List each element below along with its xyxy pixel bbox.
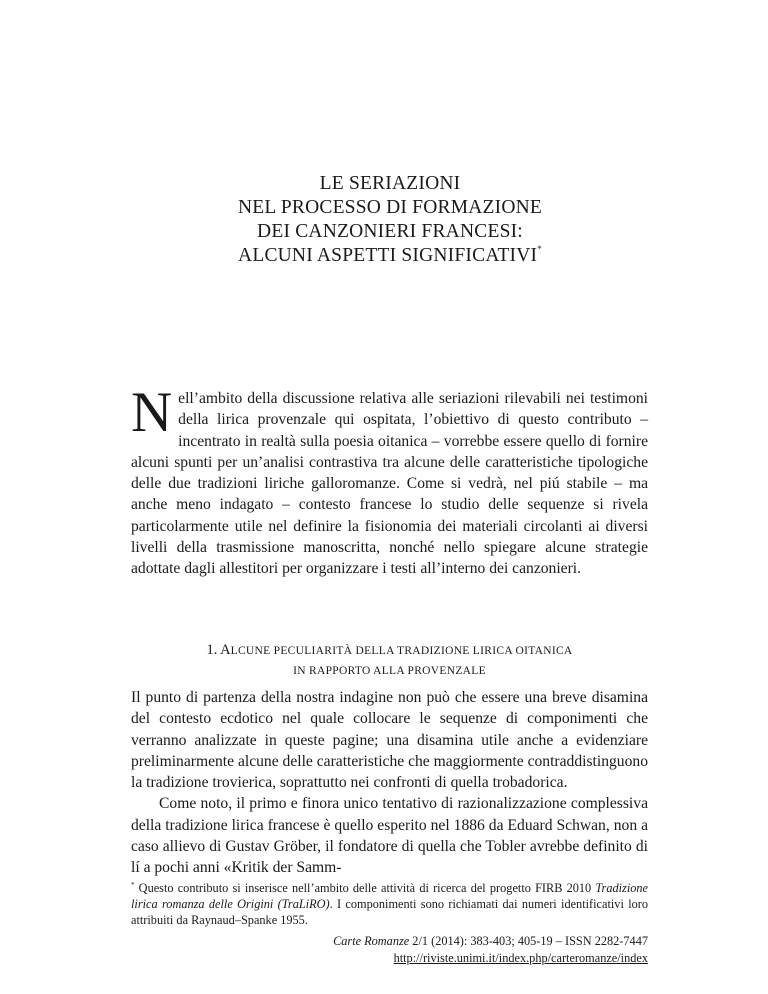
footnote-mark: * bbox=[131, 881, 135, 889]
title-line-4 bbox=[150, 244, 630, 268]
intro-paragraph bbox=[131, 381, 648, 580]
footnote-text-before: Questo contributo si inserisce nell’ambito delle attività di ricerca del progetto FIRB 2010 bbox=[134, 881, 596, 895]
footnote-text-after: . I componimenti sono richiamati dai numeri identificativi loro attribuiti da Raynaud–Spanke 1955. bbox=[131, 897, 648, 927]
footnote bbox=[131, 880, 648, 928]
citation-details: 2/1 (2014): 383-403; 405-19 – ISSN 2282-7447 bbox=[409, 934, 648, 948]
paragraph-2: Come noto, il primo e finora unico tentativo di razionalizzazione complessiva della tradizione lirica francese è quello esperito nel 1886 da Eduard Schwan, non a caso allievo di Gustav Gröber, il fondatore di quella che Tobler avrebbe definito di lí a pochi anni «Kritik der Samm- bbox=[131, 795, 648, 877]
title-line-4-text: ALCUNI ASPETTI SIGNIFICATIVI bbox=[238, 245, 538, 266]
drop-cap: N bbox=[131, 381, 173, 444]
section-heading-rest: LCUNE PECULIARITÀ DELLA TRADIZIONE LIRICA OITANICA bbox=[230, 645, 573, 657]
title-line-2: NEL PROCESSO DI FORMAZIONE bbox=[237, 197, 543, 218]
intro-text: ell’ambito della discussione relativa alle seriazioni rilevabili nei testimoni della lirica provenzale qui ospitata, l’obiettivo di questo contributo – incentrato in realtà sulla poesia oitanica – vorrebbe essere quello di fornire alcuni spunti per un’analisi contrastiva tra alcune delle caratteristiche tipologiche delle due tradizioni liriche galloromanze. Come si vedrà, nel piú stabile – ma anche meno indagato – contesto francese lo studio delle sequenze si rivela particolarmente utile nel definire la fisionomia dei materiali circolanti ai diversi livelli della trasmissione manoscritta, nonché nello spiegare alcune strategie adottate dagli allestitori per organizzare i testi all’interno dei canzonieri. bbox=[131, 390, 648, 578]
section-heading-line-2: IN RAPPORTO ALLA PROVENZALE bbox=[293, 665, 486, 677]
paragraph-1: Il punto di partenza della nostra indagine non può che essere una breve disamina del contesto ecdotico nel quale collocare le sequenze di componimenti che verranno analizzate in queste pagine; una disamina utile anche a evidenziare preliminarmente alcune delle caratteristiche che maggiormente contraddistinguono la tradizione trovierica, soprattutto nei confronti di quella trobadorica. bbox=[131, 689, 648, 792]
article-title bbox=[150, 172, 630, 268]
body-paragraphs bbox=[131, 687, 648, 879]
journal-name: Carte Romanze bbox=[333, 934, 410, 948]
footnote-project-title: Tradizione lirica romanza delle Origini (TraLiRO) bbox=[131, 881, 648, 911]
section-heading bbox=[131, 640, 648, 681]
journal-url-link[interactable]: http://riviste.unimi.it/index.php/carteromanze/index bbox=[393, 951, 648, 965]
title-line-1: LE SERIAZIONI bbox=[319, 173, 461, 194]
title-footnote-mark: * bbox=[537, 244, 542, 254]
section-number: 1. A bbox=[206, 642, 231, 658]
citation-line bbox=[333, 933, 648, 950]
section-heading-line-1 bbox=[131, 640, 648, 661]
citation bbox=[333, 933, 648, 967]
title-line-3: DEI CANZONIERI FRANCESI: bbox=[257, 221, 523, 242]
